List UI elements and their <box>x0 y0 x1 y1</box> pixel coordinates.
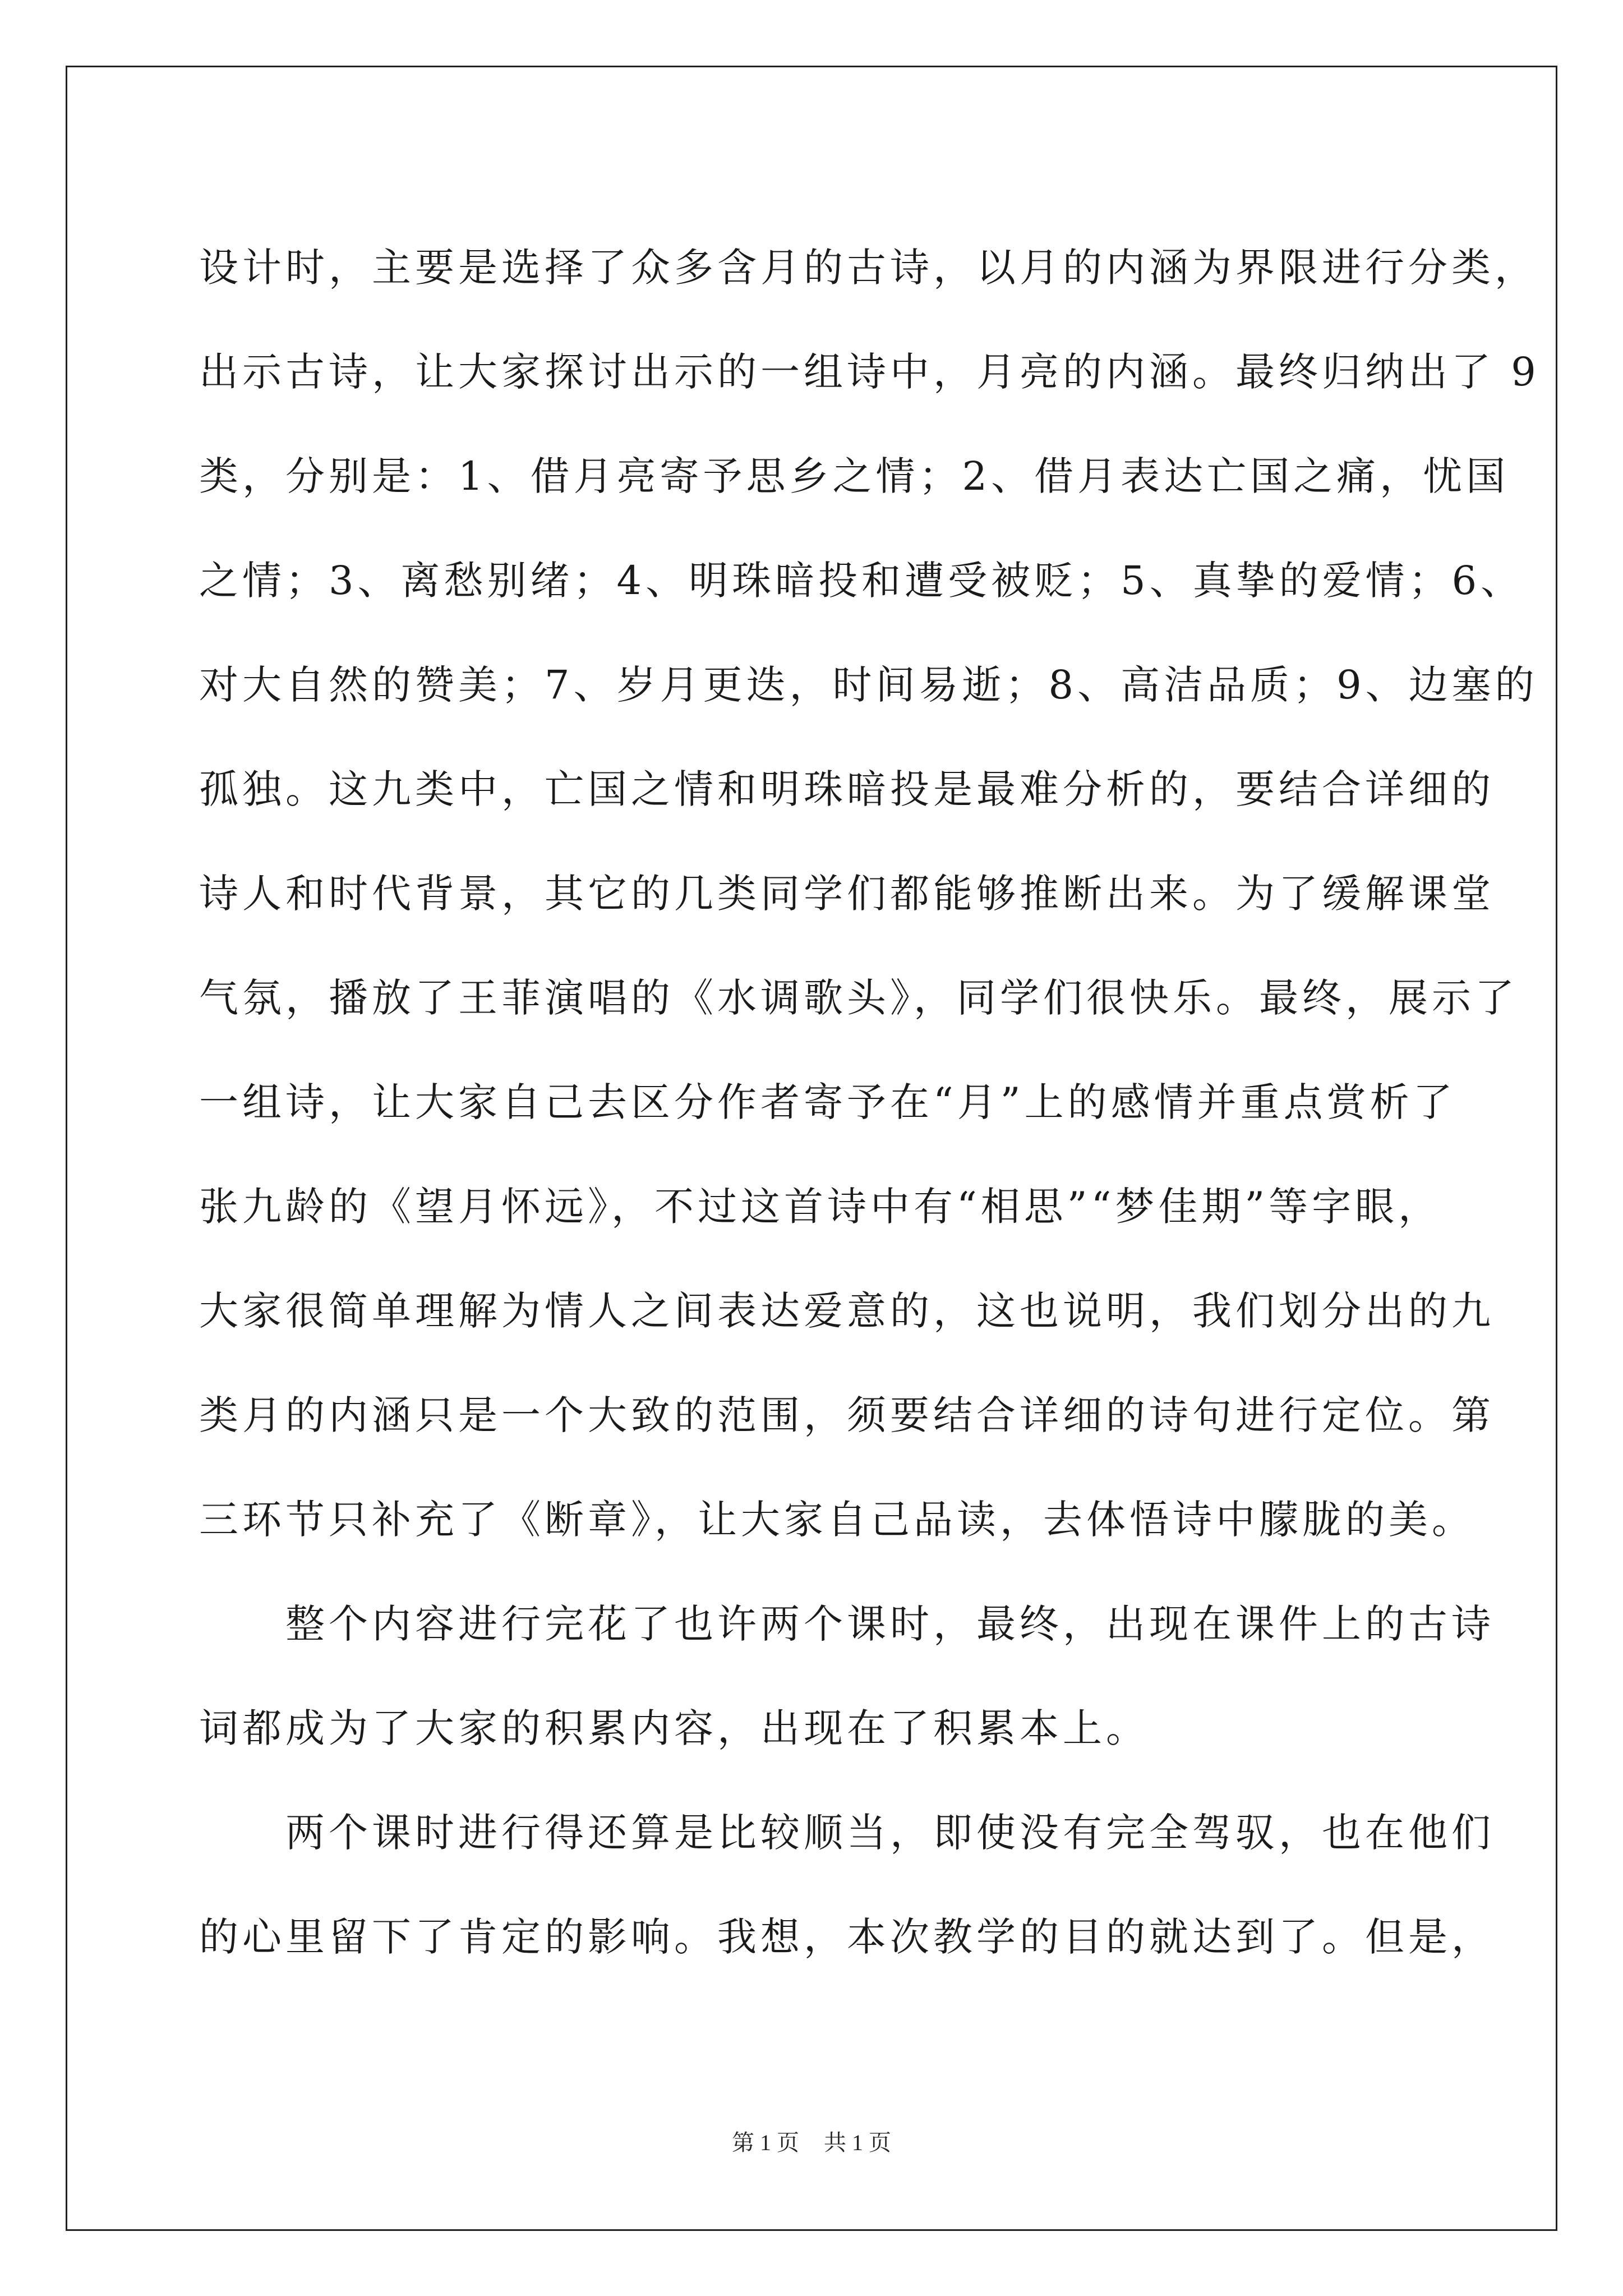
text-line: 诗人和时代背景，其它的几类同学们都能够推断出来。为了缓解课堂 <box>199 871 1495 917</box>
page-footer <box>0 2126 1623 2160</box>
text-line: 张九龄的《望月怀远》，不过这首诗中有“相思”“梦佳期”等字眼， <box>199 1184 1442 1230</box>
text-line: 词都成为了大家的积累内容，出现在了积累本上。 <box>199 1705 1149 1751</box>
paragraph-start-line: 整个内容进行完花了也许两个课时，最终，出现在课件上的古诗 <box>199 1601 1495 1647</box>
text-line: 类，分别是：1、借月亮寄予思乡之情；2、借月表达亡国之痛，忧国 <box>199 453 1510 499</box>
paragraph-start-line: 两个课时进行得还算是比较顺当，即使没有完全驾驭，也在他们 <box>199 1810 1495 1856</box>
text-line: 对大自然的赞美；7、岁月更迭，时间易逝；8、高洁品质；9、边塞的 <box>199 662 1538 708</box>
text-line: 类月的内涵只是一个大致的范围，须要结合详细的诗句进行定位。第 <box>199 1392 1495 1438</box>
total-pages: 共 1 页 <box>824 2130 891 2155</box>
text-line: 三环节只补充了《断章》，让大家自己品读，去体悟诗中朦胧的美。 <box>199 1497 1475 1543</box>
text-line: 孤独。这九类中，亡国之情和明珠暗投是最难分析的，要结合详细的 <box>199 766 1495 812</box>
text-line: 大家很简单理解为情人之间表达爱意的，这也说明，我们划分出的九 <box>199 1288 1495 1334</box>
body-text <box>199 215 1540 1989</box>
text-line: 一组诗，让大家自己去区分作者寄予在“月”上的感情并重点赏析了 <box>199 1079 1456 1125</box>
text-line: 之情；3、离愁别绪；4、明珠暗投和遭受被贬；5、真挚的爱情；6、 <box>199 558 1524 604</box>
text-line: 出示古诗，让大家探讨出示的一组诗中，月亮的内涵。最终归纳出了 9 <box>199 349 1540 395</box>
page-number: 第 1 页 <box>732 2130 799 2155</box>
text-line: 设计时，主要是选择了众多含月的古诗，以月的内涵为界限进行分类， <box>199 245 1538 291</box>
text-line: 气氛，播放了王菲演唱的《水调歌头》，同学们很快乐。最终，展示了 <box>199 975 1518 1021</box>
text-line: 的心里留下了肯定的影响。我想，本次教学的目的就达到了。但是， <box>199 1914 1495 1960</box>
